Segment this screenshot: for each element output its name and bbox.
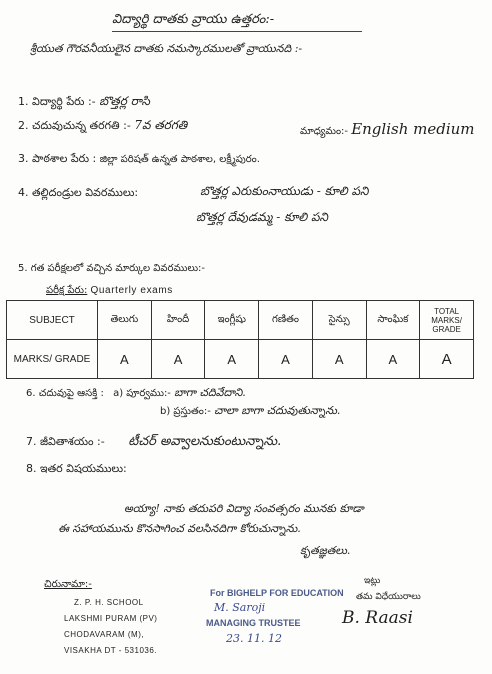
exam-name [46,284,173,298]
address-line: LAKSHMI PURAM (PV) [64,614,158,623]
table-cell: A [312,340,366,379]
field-interest [26,386,246,402]
ambition-value: టీచర్ అవ్వాలనుకుంటున్నాను. [128,434,282,449]
field-num: 2. [18,119,29,132]
field-num: 8. [26,462,37,475]
signoff-line-1: ఇట్లు [364,576,381,586]
exam-label: పరీక్ష పేరు: [46,285,88,296]
exam-value: Quarterly exams [90,285,173,296]
field-num: 3. [18,152,29,165]
stamp-signature: M. Saroji [214,601,266,614]
heading-underline [112,31,362,32]
field-num: 6. [26,388,36,399]
table-header: తెలుగు [98,301,152,340]
field-value: జిల్లా పరిషత్ ఉన్నత పాఠశాల, లక్ష్మీపురం. [99,154,260,165]
address-line: Z. P. H. SCHOOL [74,598,144,607]
closing-line-3: కృతజ్ఞతలు. [300,544,351,557]
parent-father: బొత్తర్ల ఎరుకుంనాయుడు - కూలి పని [200,184,369,198]
field-medium [300,120,475,139]
table-cell: A [259,340,313,379]
field-num: 4. [18,186,29,199]
field-school [18,152,260,168]
field-num: 7. [26,435,37,448]
field-label: ఇతర విషయములు: [40,462,127,475]
field-student-name [18,94,150,111]
field-class [18,118,187,135]
field-label: చదువుచున్న తరగతి :- [32,119,131,132]
student-signature: B. Raasi [342,608,413,628]
field-parents [18,186,138,202]
table-row-label: MARKS/ GRADE [7,340,98,379]
table-header: TOTAL MARKS/ GRADE [420,301,474,340]
field-marks [18,262,205,276]
table-header: ఇంగ్లీషు [205,301,259,340]
interest-past-value: బాగా చదివేదాని. [174,386,246,399]
field-interest-present [160,404,340,420]
field-num: 1. [18,95,29,108]
field-label: తల్లిదండ్రుల వివరములు: [32,186,139,199]
table-header: గణితం [259,301,313,340]
field-value: 7వ తరగతి [134,118,188,132]
table-header: SUBJECT [7,301,98,340]
salutation: శ్రీయుత గౌరవనీయులైన దాతకు నమస్కారములతో వ్రాయునది :- [30,42,303,55]
interest-past-label: a) పూర్వము:- [113,388,171,399]
parent-mother: బొత్తర్ల దేవుడమ్మ - కూలి పని [196,210,328,224]
field-value: బొత్తర్ల రాసి [99,94,150,108]
field-label: గత పరీక్షలలో వచ్చిన మార్కుల వివరములు:- [30,263,206,274]
closing-line-2: ఈ సహాయమును కొనసాగించ వలసినదిగా కోరుచున్నాను. [58,522,301,535]
field-label: చదువుపై ఆసక్తి : [38,388,104,399]
table-cell: A [366,340,420,379]
interest-present-value: చాలా బాగా చదువుతున్నాను. [214,404,341,417]
interest-present-label: b) ప్రస్తుతం:- [160,406,211,417]
medium-label: మాధ్యమం:- [300,126,348,137]
table-header: సైన్సు [312,301,366,340]
stamp-role: MANAGING TRUSTEE [206,618,301,628]
stamp-date: 23. 11. 12 [226,632,282,645]
table-cell: A [98,340,152,379]
field-ambition [26,434,281,452]
address-line: VISAKHA DT - 531036. [64,646,158,655]
address-line: CHODAVARAM (M), [64,630,145,639]
letter-heading: విద్యార్థి దాతకు వ్రాయు ఉత్తరం:- [112,12,275,27]
table-cell: A [420,340,474,379]
stamp-org: For BIGHELP FOR EDUCATION [210,588,344,598]
field-label: విద్యార్థి పేరు :- [32,95,96,108]
table-header-row [7,301,474,340]
table-header: హిందీ [151,301,205,340]
table-row [7,340,474,379]
signoff-line-2: తమ విధేయురాలు [356,592,421,602]
field-label: పాఠశాల పేరు : [32,152,97,165]
closing-line-1: అయ్యా! నాకు తదుపరి విద్యా సంవత్సరం మునకు కూడా [124,502,364,515]
table-cell: A [151,340,205,379]
field-label: జీవితాశయం :- [40,435,105,448]
table-header: సాంఘిక [366,301,420,340]
marks-table [6,300,474,379]
table-cell: A [205,340,259,379]
field-num: 5. [18,263,28,274]
field-other [26,462,127,478]
medium-value: English medium [351,120,475,138]
address-label: చిరునామా:- [44,579,92,590]
